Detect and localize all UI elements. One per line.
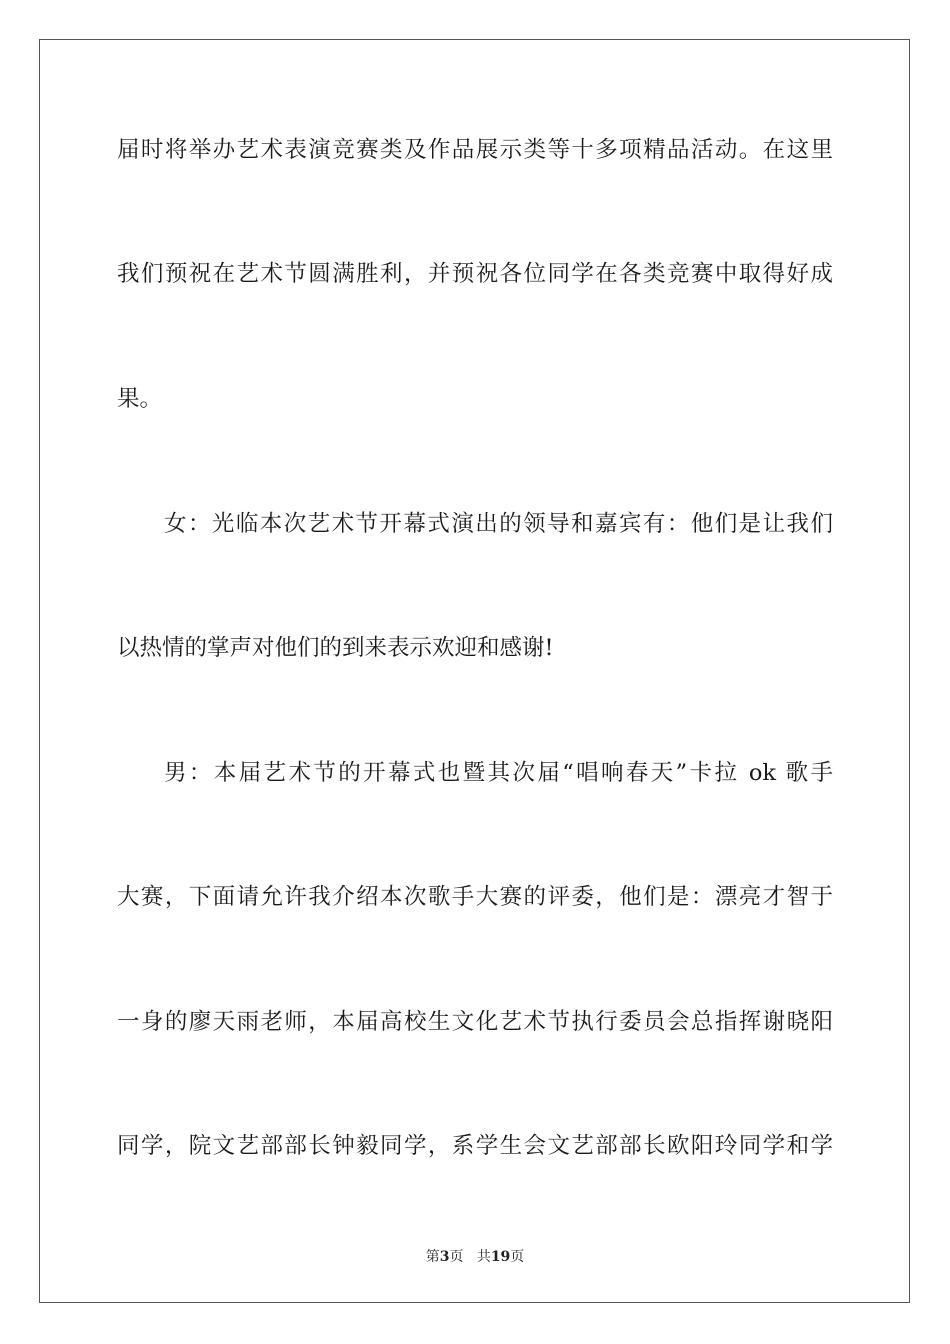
page-number-current: 3 [439,1249,450,1265]
page-total-suffix: 页 [510,1249,525,1265]
page-number-suffix: 页 [449,1249,464,1265]
page-footer [0,1248,950,1266]
page-number-total: 19 [490,1249,511,1265]
page-border [39,39,910,1303]
body-text-line-3: 果。 [117,386,163,412]
body-text-line-9: 同学，院文艺部部长钟毅同学，系学生会文艺部部长欧阳玲同学和学 [117,1133,833,1159]
page-number-prefix: 第 [425,1249,440,1265]
body-text-line-1: 届时将举办艺术表演竞赛类及作品展示类等十多项精品活动。在这里 [117,137,833,163]
page-total-prefix: 共 [476,1249,491,1265]
body-text-line-6: 男：本届艺术节的开幕式也暨其次届“唱响春天”卡拉 ok 歌手 [164,760,833,786]
body-text-line-2: 我们预祝在艺术节圆满胜利，并预祝各位同学在各类竞赛中取得好成 [117,261,833,287]
body-text-line-8: 一身的廖天雨老师，本届高校生文化艺术节执行委员会总指挥谢晓阳 [117,1009,833,1035]
body-text-line-7: 大赛，下面请允许我介绍本次歌手大赛的评委，他们是：漂亮才智于 [117,884,833,910]
body-text-line-5: 以热情的掌声对他们的到来表示欢迎和感谢! [117,635,554,661]
body-text-line-4: 女：光临本次艺术节开幕式演出的领导和嘉宾有：他们是让我们 [164,511,833,537]
